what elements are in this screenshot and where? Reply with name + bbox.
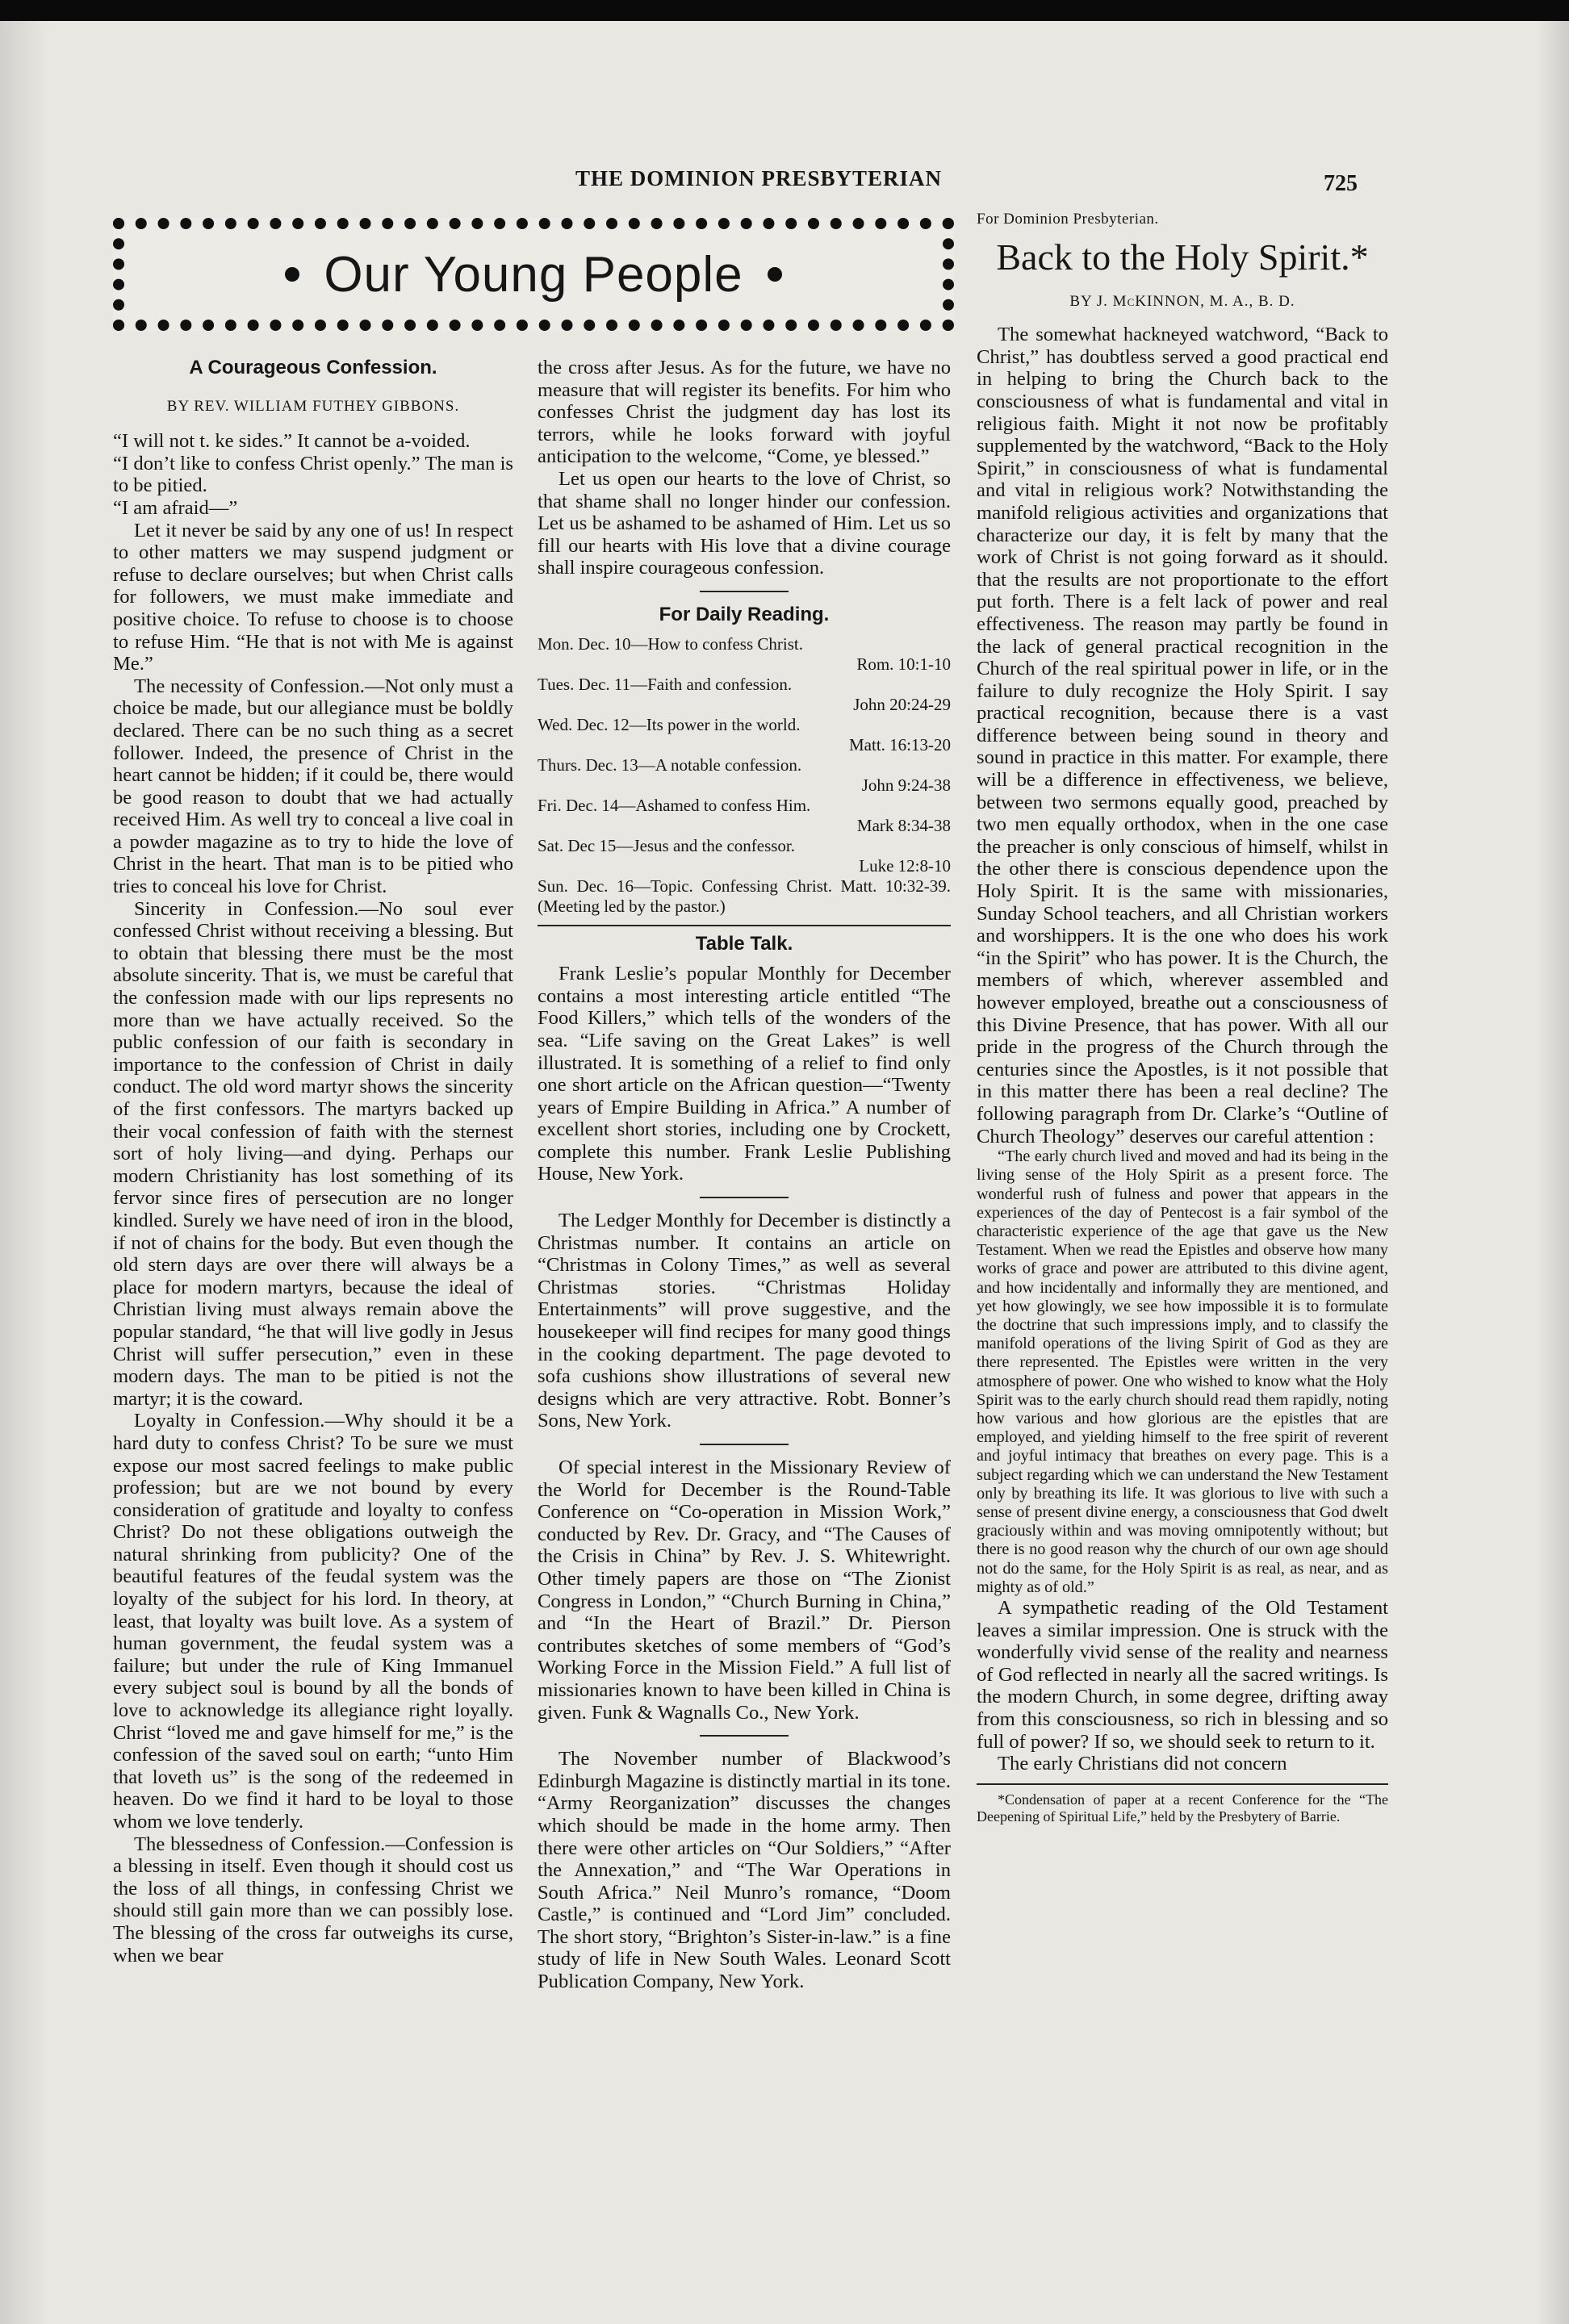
- reading-item: [538, 715, 951, 755]
- paragraph: Loyalty in Confession.—Why should it be a hard duty to confess Christ? To be sure we must expose our most sacred feelings to make public profession; but are we not bound by every consideration of gratitude and loyalty to confess Christ? Do not these obligations outweigh the natural shrinking from publicity? One of the beautiful features of the feudal system was the loyalty of the subject for his lord. In theory, at least, that loyalty was built love. As a system of human government, the feudal system was a failure; but under the rule of King Immanuel every subject soul is bound by all the bonds of love to acknowledge its allegiance right loyally. Christ “loved me and gave himself for me,” is the confession of the saved soul on earth; “unto Him that loveth us” is the song of the redeemed in heaven. Do we find it hard to be loyal to those whom we love tenderly.: [113, 1410, 513, 1833]
- running-head: THE DOMINION PRESBYTERIAN: [575, 166, 943, 190]
- reading-item: [538, 796, 951, 836]
- footnote-rule: [977, 1783, 1388, 1785]
- article-kicker: For Dominion Presbyterian.: [977, 211, 1159, 228]
- middle-column: [538, 357, 951, 1993]
- article-byline: BY REV. WILLIAM FUTHEY GIBBONS.: [166, 397, 460, 415]
- bullet-icon: [285, 267, 299, 282]
- paragraph: The November number of Blackwood’s Edinburgh Magazine is distinctly martial in its tone. “Army Reorganization” discusses the changes which should be made in the home army. Then there were other articles on “Our Soldiers,” “After the Annexation,” and “The War Operations in South Africa.” Neil Munro’s romance, “Doom Castle,” is continued and “Lord Jim” concluded. The short story, “Brighton’s Sister-in-law.” is a fine study of life in New South Wales. Leonard Scott Publication Company, New York.: [538, 1748, 951, 1993]
- daily-reading-heading: For Daily Reading.: [659, 603, 830, 625]
- reading-item: [538, 836, 951, 876]
- table-talk-heading: Table Talk.: [695, 932, 793, 955]
- paragraph: The somewhat hackneyed watchword, “Back to Christ,” has doubtless served a good practical end in helping to bring the Church back to the consciousness of what is fundamental and vital in religious faith. Might it not now be profitably supplemented by the watchword, “Back to the Holy Spirit,” in consciousness of what is fundamental and vital in religious work? Notwithstanding the manifold religious activities and organizations that characterize our day, it is felt by many that the work of Christ is not going forward as it should. that the results are not proportionate to the effort put forth. There is a felt lack of power and real effectiveness. The reason may partly be found in the lack of general practical recognition in the Church of the real spiritual power in life, or in the failure to duly recognize the Holy Spirit. I say practical recognition, because there is a vast difference between being sound in theory and sound in practice in this matter. For example, there will be a difference in effectiveness, we believe, between two sermons equally good, preached by two men equally orthodox, when in the one case the preacher is only conscious of himself, whilst in the other there is conscious dependence upon the Holy Spirit. It is the same with missionaries, Sunday School teachers, and all Christian workers and worshippers. It is the one who does his work “in the Spirit” who has power. It is the Church, the members of which, wherever assembled and however employed, breathe out a consciousness of this Divine Presence, that has power. With all our pride in the progress of the Church through the centuries since the Apostles, is it not possible that in this matter there has been a real decline? The following paragraph from Dr. Clarke’s “Outline of Church Theology” deserves our careful attention :: [977, 324, 1388, 1147]
- reading-ref: John 9:24-38: [861, 775, 951, 795]
- paragraph: “I don’t like to confess Christ openly.” The man is to be pitied.: [113, 452, 513, 497]
- paragraph: Let us open our hearts to the love of Christ, so that shame shall no longer hinder our confession. Let us be ashamed to be ashamed of Him. Let us so fill our hearts with His love that a divine courage shall inspire courageous confession.: [538, 467, 951, 579]
- reading-item: [538, 755, 951, 796]
- reading-day: Tues. Dec. 11—Faith and confession.: [538, 674, 793, 694]
- article-heading: A Courageous Confession.: [189, 357, 437, 378]
- paragraph: The early Christians did not concern: [998, 1753, 1287, 1775]
- daily-reading-list: [538, 634, 951, 917]
- paragraph: Let it never be said by any one of us! In respect to other matters we may suspend judgment or refuse to declare ourselves; but when Christ calls for followers, we must make immediate and positive choice. To refuse to choose is to choose to refuse Him. “He that is not with Me is against Me.”: [113, 519, 513, 675]
- paragraph: The necessity of Confession.—Not only must a choice be made, but our allegiance must be boldly declared. There can be no such thing as a secret follower. Indeed, the presence of Christ in the heart cannot be hidden; if it could be, there would be good reason to doubt that we had actually received Him. As well try to conceal a live coal in a powder magazine as to try to hide the love of Christ in the heart. That man is to be pitied who tries to conceal his love for Christ.: [113, 675, 513, 898]
- banner-title: Our Young People: [324, 246, 743, 303]
- reading-day: Sat. Dec 15—Jesus and the confessor.: [538, 835, 796, 855]
- paragraph: Frank Leslie’s popular Monthly for December contains a most interesting article entitled “The Food Killers,” which tells of the wonders of the sea. “Life saving on the Great Lakes” is well illustrated. It is something of a relief to find only one short article on the African question—“Twenty years of Empire Building in Africa.” A number of excellent short stories, including one by Crockett, complete this number. Frank Leslie Publishing House, New York.: [538, 963, 951, 1185]
- paragraph: “I will not t. ke sides.” It cannot be a-voided.: [113, 430, 471, 453]
- page-gutter-shadow: [0, 21, 48, 2324]
- right-column: [977, 208, 1388, 1825]
- article-byline: BY J. McKINNON, M. A., B. D.: [1069, 292, 1295, 310]
- reading-day: Thurs. Dec. 13—A notable confession.: [538, 754, 802, 775]
- divider: [700, 1444, 789, 1445]
- divider: [538, 925, 951, 926]
- left-column: [113, 357, 513, 1967]
- paragraph: A sympathetic reading of the Old Testament leaves a similar impression. One is struck with the wonderfully vivid sense of the reality and nearness of God reflected in nearly all the sacred writings. Is the modern Church, in some degree, drifting away from this consciousness, so rich in blessing and so full of power? If so, we should seek to return to it.: [977, 1597, 1388, 1753]
- reading-item: [538, 876, 951, 917]
- divider: [700, 1735, 789, 1737]
- divider: [700, 591, 789, 592]
- reading-day: Fri. Dec. 14—Ashamed to confess Him.: [538, 795, 811, 815]
- section-banner: [113, 218, 954, 331]
- paragraph: Of special interest in the Missionary Review of the World for December is the Round-Table Conference on “Co-operation in Mission Work,” conducted by Rev. Dr. Gracy, and “The Causes of the Crisis in China” by Rev. J. S. Whitewright. Other timely papers are those on “The Zionist Congress in London,” “Church Burning in China,” and “In the Heart of Brazil.” Dr. Pierson contributes sketches of some members of “God’s Working Force in the Mission Field.” A full list of missionaries known to have been killed in China is given. Funk & Wagnalls Co., New York.: [538, 1457, 951, 1724]
- paragraph: Sincerity in Confession.—No soul ever confessed Christ without receiving a blessing. But to obtain that blessing there must be the most absolute sincerity. That is, we must be careful that the confession made with our lips represents no more than we have actually received. So the public confession of our faith is secondary in importance to the confession of Christ in daily conduct. The old word martyr shows the sincerity of the first confessors. The martyrs backed up their vocal confession of faith with the sternest sort of holy living—and dying. Perhaps our modern Christianity has lost something of its fervor since fires of persecution are no longer kindled. Surely we have need of iron in the blood, if not of chains for the body. But even though the old stern days are over there will always be a place for modern martyrs, because the ideal of Christian living must always remain above the popular standard, “he that will live godly in Jesus Christ will suffer persecution,” even in these modern days. The man to be pitied is not the martyr; it is the coward.: [113, 897, 513, 1410]
- footnote: *Condensation of paper at a recent Conference for the “The Deepening of Spiritual Life,” held by the Presbytery of Barrie.: [977, 1791, 1388, 1825]
- block-quote: “The early church lived and moved and had its being in the living sense of the Holy Spirit as a present force. The wonderful rush of fulness and power that appears in the experiences of the day of Pentecost is a fair symbol of the characteristic experience of the age that gave us the New Testament. When we read the Epistles and observe how many works of grace and power are attributed to this divine agent, and how incidentally and informally they are mentioned, and yet how glowingly, we see how impossible it is to formulate the doctrine that such impressions imply, and to classify the manifold operations of the living Spirit of God as they are there represented. The Epistles were written in the very atmosphere of power. One who wished to know what the Holy Spirit was to the early church should read them rapidly, noting how various and how glorious are the epistles that are employed, and yielding himself to the free spirit of reverent and joyful intimacy that breathes on every page. This is a subject regarding which we can understand the New Testament only by breathing its life. It was glorious to live with such a sense of present divine energy, a consciousness that God dwelt graciously within and was moving omnipotently without; but there is no good reason why the church of our own age should not do the same, for the Holy Spirit is as real, as near, and as mighty as of old.”: [977, 1147, 1388, 1596]
- reading-ref: Matt. 16:13-20: [849, 734, 951, 754]
- reading-day: Wed. Dec. 12—Its power in the world.: [538, 714, 801, 734]
- reading-item: [538, 634, 951, 675]
- reading-ref: Rom. 10:1-10: [856, 654, 951, 674]
- paragraph: The Ledger Monthly for December is distinctly a Christmas number. It contains an article on “Christmas in Colony Times,” as well as several Christmas stories. “Christmas Holiday Entertainments” will prove suggestive, and the housekeeper will find recipes for many good things in the cooking department. The page devoted to sofa cushions show illustrations of several new designs which are very attractive. Robt. Bonner’s Sons, New York.: [538, 1210, 951, 1432]
- reading-day: Sun. Dec. 16—Topic. Confessing Christ. Matt. 10:32-39. (Meeting led by the pastor.): [538, 876, 951, 916]
- reading-item: [538, 675, 951, 715]
- article-title: Back to the Holy Spirit.*: [996, 236, 1369, 278]
- reading-ref: John 20:24-29: [853, 694, 951, 714]
- page-number: 725: [1324, 171, 1358, 196]
- page-edge-shadow: [1537, 21, 1569, 2324]
- scan-top-edge: [0, 0, 1569, 21]
- reading-day: Mon. Dec. 10—How to confess Christ.: [538, 633, 803, 654]
- paragraph: The blessedness of Confession.—Confession is a blessing in itself. Even though it should cost us the loss of all things, in confessing Christ we should still gain more than we can possibly lose. The blessing of the cross far outweighs its curse, when we bear: [113, 1833, 513, 1967]
- reading-ref: Mark 8:34-38: [856, 815, 951, 835]
- reading-ref: Luke 12:8-10: [859, 855, 951, 876]
- divider: [700, 1197, 789, 1198]
- bullet-icon: [768, 267, 782, 282]
- paragraph: the cross after Jesus. As for the future, we have no measure that will register its benefits. For him who confesses Christ the judgment day has lost its terrors, while he looks forward with joyful anticipation to the welcome, “Come, ye blessed.”: [538, 357, 951, 468]
- paragraph: “I am afraid—”: [113, 496, 238, 519]
